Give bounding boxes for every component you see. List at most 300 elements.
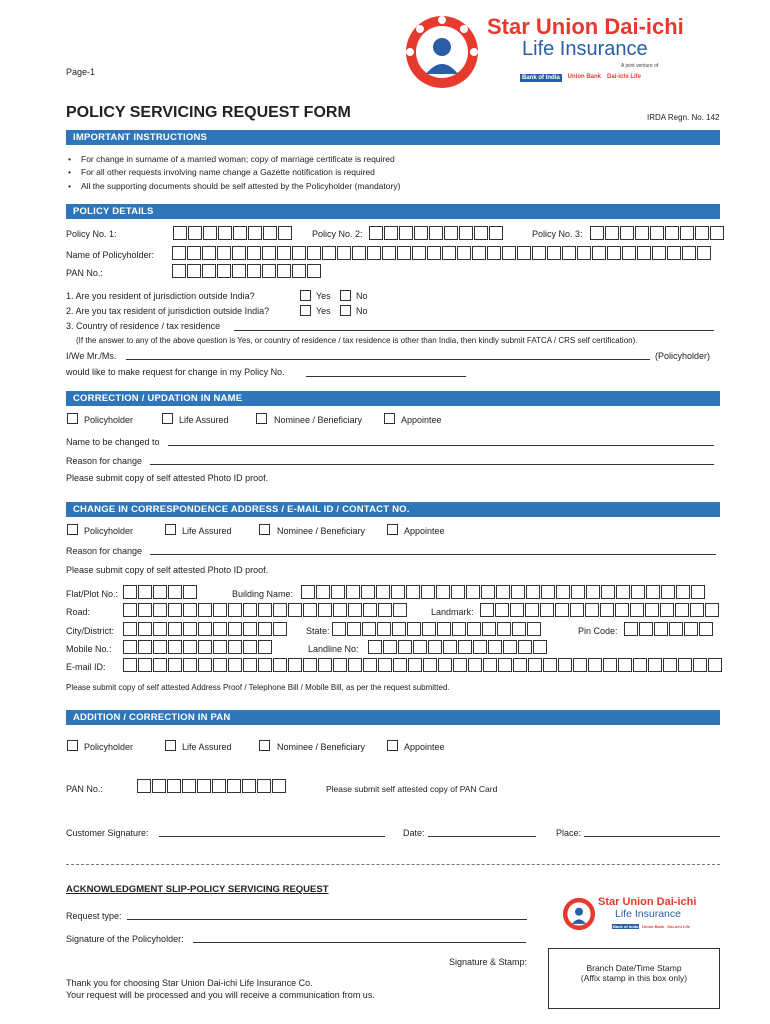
char-box[interactable] <box>676 585 690 599</box>
char-box[interactable] <box>511 585 525 599</box>
char-box[interactable] <box>272 779 286 793</box>
char-box[interactable] <box>384 226 398 240</box>
char-box[interactable] <box>489 226 503 240</box>
landline-boxes[interactable] <box>368 640 547 654</box>
char-box[interactable] <box>168 640 182 654</box>
char-box[interactable] <box>369 226 383 240</box>
char-box[interactable] <box>513 658 527 672</box>
char-box[interactable] <box>393 603 407 617</box>
char-box[interactable] <box>436 585 450 599</box>
q1-yes-checkbox[interactable] <box>300 290 311 301</box>
char-box[interactable] <box>510 603 524 617</box>
char-box[interactable] <box>198 603 212 617</box>
char-box[interactable] <box>690 603 704 617</box>
char-box[interactable] <box>615 603 629 617</box>
request-type-line[interactable] <box>127 919 527 920</box>
char-box[interactable] <box>183 640 197 654</box>
char-box[interactable] <box>555 603 569 617</box>
char-box[interactable] <box>503 640 517 654</box>
char-box[interactable] <box>406 585 420 599</box>
addr-nominee-checkbox[interactable] <box>259 524 270 535</box>
char-box[interactable] <box>362 622 376 636</box>
policyholder-signature-label: Signature of the Policyholder: <box>66 934 184 944</box>
flat-boxes[interactable] <box>123 585 197 599</box>
branch-stamp-box[interactable] <box>548 948 720 1009</box>
char-box[interactable] <box>592 246 606 260</box>
char-box[interactable] <box>705 603 719 617</box>
char-box[interactable] <box>652 246 666 260</box>
char-box[interactable] <box>408 658 422 672</box>
char-box[interactable] <box>213 603 227 617</box>
char-box[interactable] <box>183 658 197 672</box>
char-box[interactable] <box>263 226 277 240</box>
char-box[interactable] <box>307 246 321 260</box>
char-box[interactable] <box>152 779 166 793</box>
char-box[interactable] <box>187 264 201 278</box>
char-box[interactable] <box>368 640 382 654</box>
char-box[interactable] <box>243 658 257 672</box>
char-box[interactable] <box>421 585 435 599</box>
char-box[interactable] <box>525 603 539 617</box>
char-box[interactable] <box>710 226 724 240</box>
char-box[interactable] <box>603 658 617 672</box>
char-box[interactable] <box>138 585 152 599</box>
road-boxes[interactable] <box>123 603 407 617</box>
char-box[interactable] <box>303 658 317 672</box>
char-box[interactable] <box>543 658 557 672</box>
char-box[interactable] <box>202 264 216 278</box>
char-box[interactable] <box>693 658 707 672</box>
char-box[interactable] <box>498 658 512 672</box>
char-box[interactable] <box>138 640 152 654</box>
char-box[interactable] <box>472 246 486 260</box>
char-box[interactable] <box>495 603 509 617</box>
char-box[interactable] <box>407 622 421 636</box>
option-label: Appointee <box>404 742 445 752</box>
char-box[interactable] <box>348 603 362 617</box>
char-box[interactable] <box>217 246 231 260</box>
char-box[interactable] <box>198 658 212 672</box>
char-box[interactable] <box>183 585 197 599</box>
char-box[interactable] <box>258 640 272 654</box>
char-box[interactable] <box>635 226 649 240</box>
char-box[interactable] <box>558 658 572 672</box>
form-title: POLICY SERVICING REQUEST FORM <box>66 104 351 121</box>
char-box[interactable] <box>532 246 546 260</box>
char-box[interactable] <box>202 246 216 260</box>
char-box[interactable] <box>346 585 360 599</box>
char-box[interactable] <box>258 658 272 672</box>
char-box[interactable] <box>363 658 377 672</box>
char-box[interactable] <box>645 603 659 617</box>
char-box[interactable] <box>333 658 347 672</box>
char-box[interactable] <box>228 640 242 654</box>
option-label: Nominee / Beneficiary <box>277 526 366 536</box>
char-box[interactable] <box>332 622 346 636</box>
name-nominee-checkbox[interactable] <box>256 413 267 424</box>
char-box[interactable] <box>399 226 413 240</box>
char-box[interactable] <box>660 603 674 617</box>
char-box[interactable] <box>258 603 272 617</box>
char-box[interactable] <box>631 585 645 599</box>
city-boxes[interactable] <box>123 622 287 636</box>
char-box[interactable] <box>213 622 227 636</box>
char-box[interactable] <box>678 658 692 672</box>
char-box[interactable] <box>533 640 547 654</box>
pan-nominee-checkbox[interactable] <box>259 740 270 751</box>
mobile-boxes[interactable] <box>123 640 272 654</box>
char-box[interactable] <box>639 622 653 636</box>
char-box[interactable] <box>392 622 406 636</box>
char-box[interactable] <box>273 658 287 672</box>
char-box[interactable] <box>481 585 495 599</box>
char-box[interactable] <box>347 622 361 636</box>
char-box[interactable] <box>422 622 436 636</box>
char-box[interactable] <box>637 246 651 260</box>
char-box[interactable] <box>473 640 487 654</box>
char-box[interactable] <box>198 640 212 654</box>
char-box[interactable] <box>243 622 257 636</box>
char-box[interactable] <box>292 264 306 278</box>
char-box[interactable] <box>487 246 501 260</box>
char-box[interactable] <box>318 658 332 672</box>
char-box[interactable] <box>183 603 197 617</box>
q1-no-checkbox[interactable] <box>340 290 351 301</box>
char-box[interactable] <box>588 658 602 672</box>
country-line[interactable] <box>234 330 714 331</box>
char-box[interactable] <box>428 640 442 654</box>
partner-dai-ichi: Dai-ichi Life <box>607 74 642 80</box>
char-box[interactable] <box>423 658 437 672</box>
char-box[interactable] <box>172 264 186 278</box>
char-box[interactable] <box>278 226 292 240</box>
char-box[interactable] <box>182 779 196 793</box>
name-policyholder-checkbox[interactable] <box>67 413 78 424</box>
char-box[interactable] <box>262 246 276 260</box>
char-box[interactable] <box>512 622 526 636</box>
char-box[interactable] <box>622 246 636 260</box>
char-box[interactable] <box>288 658 302 672</box>
char-box[interactable] <box>292 246 306 260</box>
char-box[interactable] <box>378 658 392 672</box>
char-box[interactable] <box>496 585 510 599</box>
customer-signature-line[interactable] <box>159 836 385 837</box>
char-box[interactable] <box>273 622 287 636</box>
char-box[interactable] <box>624 622 638 636</box>
char-box[interactable] <box>232 264 246 278</box>
char-box[interactable] <box>352 246 366 260</box>
char-box[interactable] <box>413 640 427 654</box>
char-box[interactable] <box>172 246 186 260</box>
name-reason-line[interactable] <box>150 464 714 465</box>
char-box[interactable] <box>697 246 711 260</box>
char-box[interactable] <box>322 246 336 260</box>
char-box[interactable] <box>607 246 621 260</box>
customer-signature-label: Customer Signature: <box>66 828 149 838</box>
char-box[interactable] <box>459 226 473 240</box>
char-box[interactable] <box>488 640 502 654</box>
char-box[interactable] <box>198 622 212 636</box>
char-box[interactable] <box>526 585 540 599</box>
char-box[interactable] <box>669 622 683 636</box>
char-box[interactable] <box>153 658 167 672</box>
char-box[interactable] <box>138 603 152 617</box>
addr-life-assured-checkbox[interactable] <box>165 524 176 535</box>
char-box[interactable] <box>153 640 167 654</box>
char-box[interactable] <box>277 246 291 260</box>
name-change-line[interactable] <box>168 445 714 446</box>
char-box[interactable] <box>633 658 647 672</box>
policy-no-2-boxes[interactable] <box>369 226 503 240</box>
char-box[interactable] <box>247 264 261 278</box>
char-box[interactable] <box>197 779 211 793</box>
name-appointee-checkbox[interactable] <box>384 413 395 424</box>
char-box[interactable] <box>648 658 662 672</box>
instruction-item: • For all other requests involving name change a Gazette notification is required <box>81 167 375 177</box>
char-box[interactable] <box>474 226 488 240</box>
char-box[interactable] <box>646 585 660 599</box>
char-box[interactable] <box>397 246 411 260</box>
char-box[interactable] <box>382 246 396 260</box>
char-box[interactable] <box>650 226 664 240</box>
char-box[interactable] <box>541 585 555 599</box>
char-box[interactable] <box>212 779 226 793</box>
policyholder-name-boxes[interactable] <box>172 246 711 260</box>
pan-number-boxes[interactable] <box>137 779 286 793</box>
pan-policyholder-checkbox[interactable] <box>67 740 78 751</box>
char-box[interactable] <box>217 264 231 278</box>
char-box[interactable] <box>168 658 182 672</box>
char-box[interactable] <box>153 585 167 599</box>
char-box[interactable] <box>497 622 511 636</box>
char-box[interactable] <box>680 226 694 240</box>
char-box[interactable] <box>168 622 182 636</box>
char-box[interactable] <box>153 622 167 636</box>
char-box[interactable] <box>188 226 202 240</box>
policy-no-3-boxes[interactable] <box>590 226 724 240</box>
char-box[interactable] <box>586 585 600 599</box>
char-box[interactable] <box>303 603 317 617</box>
char-box[interactable] <box>663 658 677 672</box>
place-line[interactable] <box>584 836 720 837</box>
irda-number: IRDA Regn. No. 142 <box>647 113 720 122</box>
char-box[interactable] <box>601 585 615 599</box>
char-box[interactable] <box>457 246 471 260</box>
address-reason-line[interactable] <box>150 554 716 555</box>
date-line[interactable] <box>428 836 536 837</box>
char-box[interactable] <box>337 246 351 260</box>
char-box[interactable] <box>316 585 330 599</box>
char-box[interactable] <box>123 640 137 654</box>
char-box[interactable] <box>137 779 151 793</box>
q2-yes-checkbox[interactable] <box>300 305 311 316</box>
char-box[interactable] <box>547 246 561 260</box>
pin-label: Pin Code: <box>578 626 618 636</box>
char-box[interactable] <box>577 246 591 260</box>
partner-dai-ichi: Dai-ichi Life <box>667 924 691 929</box>
char-box[interactable] <box>480 603 494 617</box>
char-box[interactable] <box>123 585 137 599</box>
char-box[interactable] <box>307 264 321 278</box>
char-box[interactable] <box>695 226 709 240</box>
name-section-header: CORRECTION / UPDATION IN NAME <box>66 391 720 406</box>
char-box[interactable] <box>173 226 187 240</box>
char-box[interactable] <box>453 658 467 672</box>
char-box[interactable] <box>398 640 412 654</box>
email-boxes[interactable] <box>123 658 722 672</box>
char-box[interactable] <box>467 622 481 636</box>
landline-label: Landline No: <box>308 644 359 654</box>
char-box[interactable] <box>437 622 451 636</box>
char-box[interactable] <box>585 603 599 617</box>
char-box[interactable] <box>451 585 465 599</box>
char-box[interactable] <box>153 603 167 617</box>
char-box[interactable] <box>412 246 426 260</box>
char-box[interactable] <box>233 226 247 240</box>
char-box[interactable] <box>168 603 182 617</box>
iwe-line[interactable] <box>126 359 650 360</box>
policyholder-signature-line[interactable] <box>193 942 526 943</box>
char-box[interactable] <box>444 226 458 240</box>
pan-appointee-checkbox[interactable] <box>387 740 398 751</box>
char-box[interactable] <box>483 658 497 672</box>
char-box[interactable] <box>442 246 456 260</box>
char-box[interactable] <box>248 226 262 240</box>
char-box[interactable] <box>502 246 516 260</box>
char-box[interactable] <box>468 658 482 672</box>
char-box[interactable] <box>517 246 531 260</box>
char-box[interactable] <box>123 658 137 672</box>
char-box[interactable] <box>540 603 554 617</box>
char-box[interactable] <box>228 622 242 636</box>
char-box[interactable] <box>699 622 713 636</box>
char-box[interactable] <box>168 585 182 599</box>
name-life-assured-checkbox[interactable] <box>162 413 173 424</box>
char-box[interactable] <box>243 640 257 654</box>
char-box[interactable] <box>562 246 576 260</box>
char-box[interactable] <box>183 622 197 636</box>
char-box[interactable] <box>123 622 137 636</box>
pan-life-assured-checkbox[interactable] <box>165 740 176 751</box>
char-box[interactable] <box>391 585 405 599</box>
char-box[interactable] <box>708 658 722 672</box>
char-box[interactable] <box>383 640 397 654</box>
char-box[interactable] <box>301 585 315 599</box>
pin-boxes[interactable] <box>624 622 713 636</box>
city-label: City/District: <box>66 626 114 636</box>
char-box[interactable] <box>376 585 390 599</box>
char-box[interactable] <box>605 226 619 240</box>
char-box[interactable] <box>482 622 496 636</box>
addr-policyholder-checkbox[interactable] <box>67 524 78 535</box>
char-box[interactable] <box>443 640 457 654</box>
char-box[interactable] <box>429 226 443 240</box>
char-box[interactable] <box>675 603 689 617</box>
landmark-boxes[interactable] <box>480 603 719 617</box>
char-box[interactable] <box>318 603 332 617</box>
char-box[interactable] <box>258 622 272 636</box>
char-box[interactable] <box>630 603 644 617</box>
char-box[interactable] <box>667 246 681 260</box>
addr-appointee-checkbox[interactable] <box>387 524 398 535</box>
char-box[interactable] <box>138 622 152 636</box>
char-box[interactable] <box>616 585 630 599</box>
char-box[interactable] <box>590 226 604 240</box>
char-box[interactable] <box>218 226 232 240</box>
char-box[interactable] <box>378 603 392 617</box>
policy-no-1-boxes[interactable] <box>173 226 292 240</box>
request-policy-line[interactable] <box>306 376 466 377</box>
char-box[interactable] <box>242 779 256 793</box>
char-box[interactable] <box>466 585 480 599</box>
char-box[interactable] <box>247 246 261 260</box>
char-box[interactable] <box>331 585 345 599</box>
char-box[interactable] <box>620 226 634 240</box>
building-boxes[interactable] <box>301 585 705 599</box>
char-box[interactable] <box>518 640 532 654</box>
char-box[interactable] <box>393 658 407 672</box>
char-box[interactable] <box>227 779 241 793</box>
char-box[interactable] <box>262 264 276 278</box>
char-box[interactable] <box>654 622 668 636</box>
pan-boxes[interactable] <box>172 264 321 278</box>
char-box[interactable] <box>228 658 242 672</box>
char-box[interactable] <box>556 585 570 599</box>
char-box[interactable] <box>377 622 391 636</box>
char-box[interactable] <box>187 246 201 260</box>
char-box[interactable] <box>438 658 452 672</box>
char-box[interactable] <box>691 585 705 599</box>
char-box[interactable] <box>458 640 472 654</box>
char-box[interactable] <box>288 603 302 617</box>
char-box[interactable] <box>600 603 614 617</box>
char-box[interactable] <box>203 226 217 240</box>
char-box[interactable] <box>661 585 675 599</box>
char-box[interactable] <box>167 779 181 793</box>
char-box[interactable] <box>571 585 585 599</box>
char-box[interactable] <box>684 622 698 636</box>
char-box[interactable] <box>243 603 257 617</box>
char-box[interactable] <box>138 658 152 672</box>
char-box[interactable] <box>123 603 137 617</box>
no-label: No <box>356 306 368 316</box>
char-box[interactable] <box>361 585 375 599</box>
char-box[interactable] <box>665 226 679 240</box>
char-box[interactable] <box>363 603 377 617</box>
char-box[interactable] <box>367 246 381 260</box>
char-box[interactable] <box>573 658 587 672</box>
char-box[interactable] <box>213 658 227 672</box>
char-box[interactable] <box>228 603 242 617</box>
char-box[interactable] <box>232 246 246 260</box>
state-boxes[interactable] <box>332 622 541 636</box>
char-box[interactable] <box>618 658 632 672</box>
char-box[interactable] <box>528 658 542 672</box>
char-box[interactable] <box>570 603 584 617</box>
q2-no-checkbox[interactable] <box>340 305 351 316</box>
char-box[interactable] <box>682 246 696 260</box>
char-box[interactable] <box>333 603 347 617</box>
char-box[interactable] <box>257 779 271 793</box>
char-box[interactable] <box>277 264 291 278</box>
char-box[interactable] <box>527 622 541 636</box>
char-box[interactable] <box>427 246 441 260</box>
char-box[interactable] <box>452 622 466 636</box>
char-box[interactable] <box>348 658 362 672</box>
char-box[interactable] <box>273 603 287 617</box>
char-box[interactable] <box>414 226 428 240</box>
char-box[interactable] <box>213 640 227 654</box>
